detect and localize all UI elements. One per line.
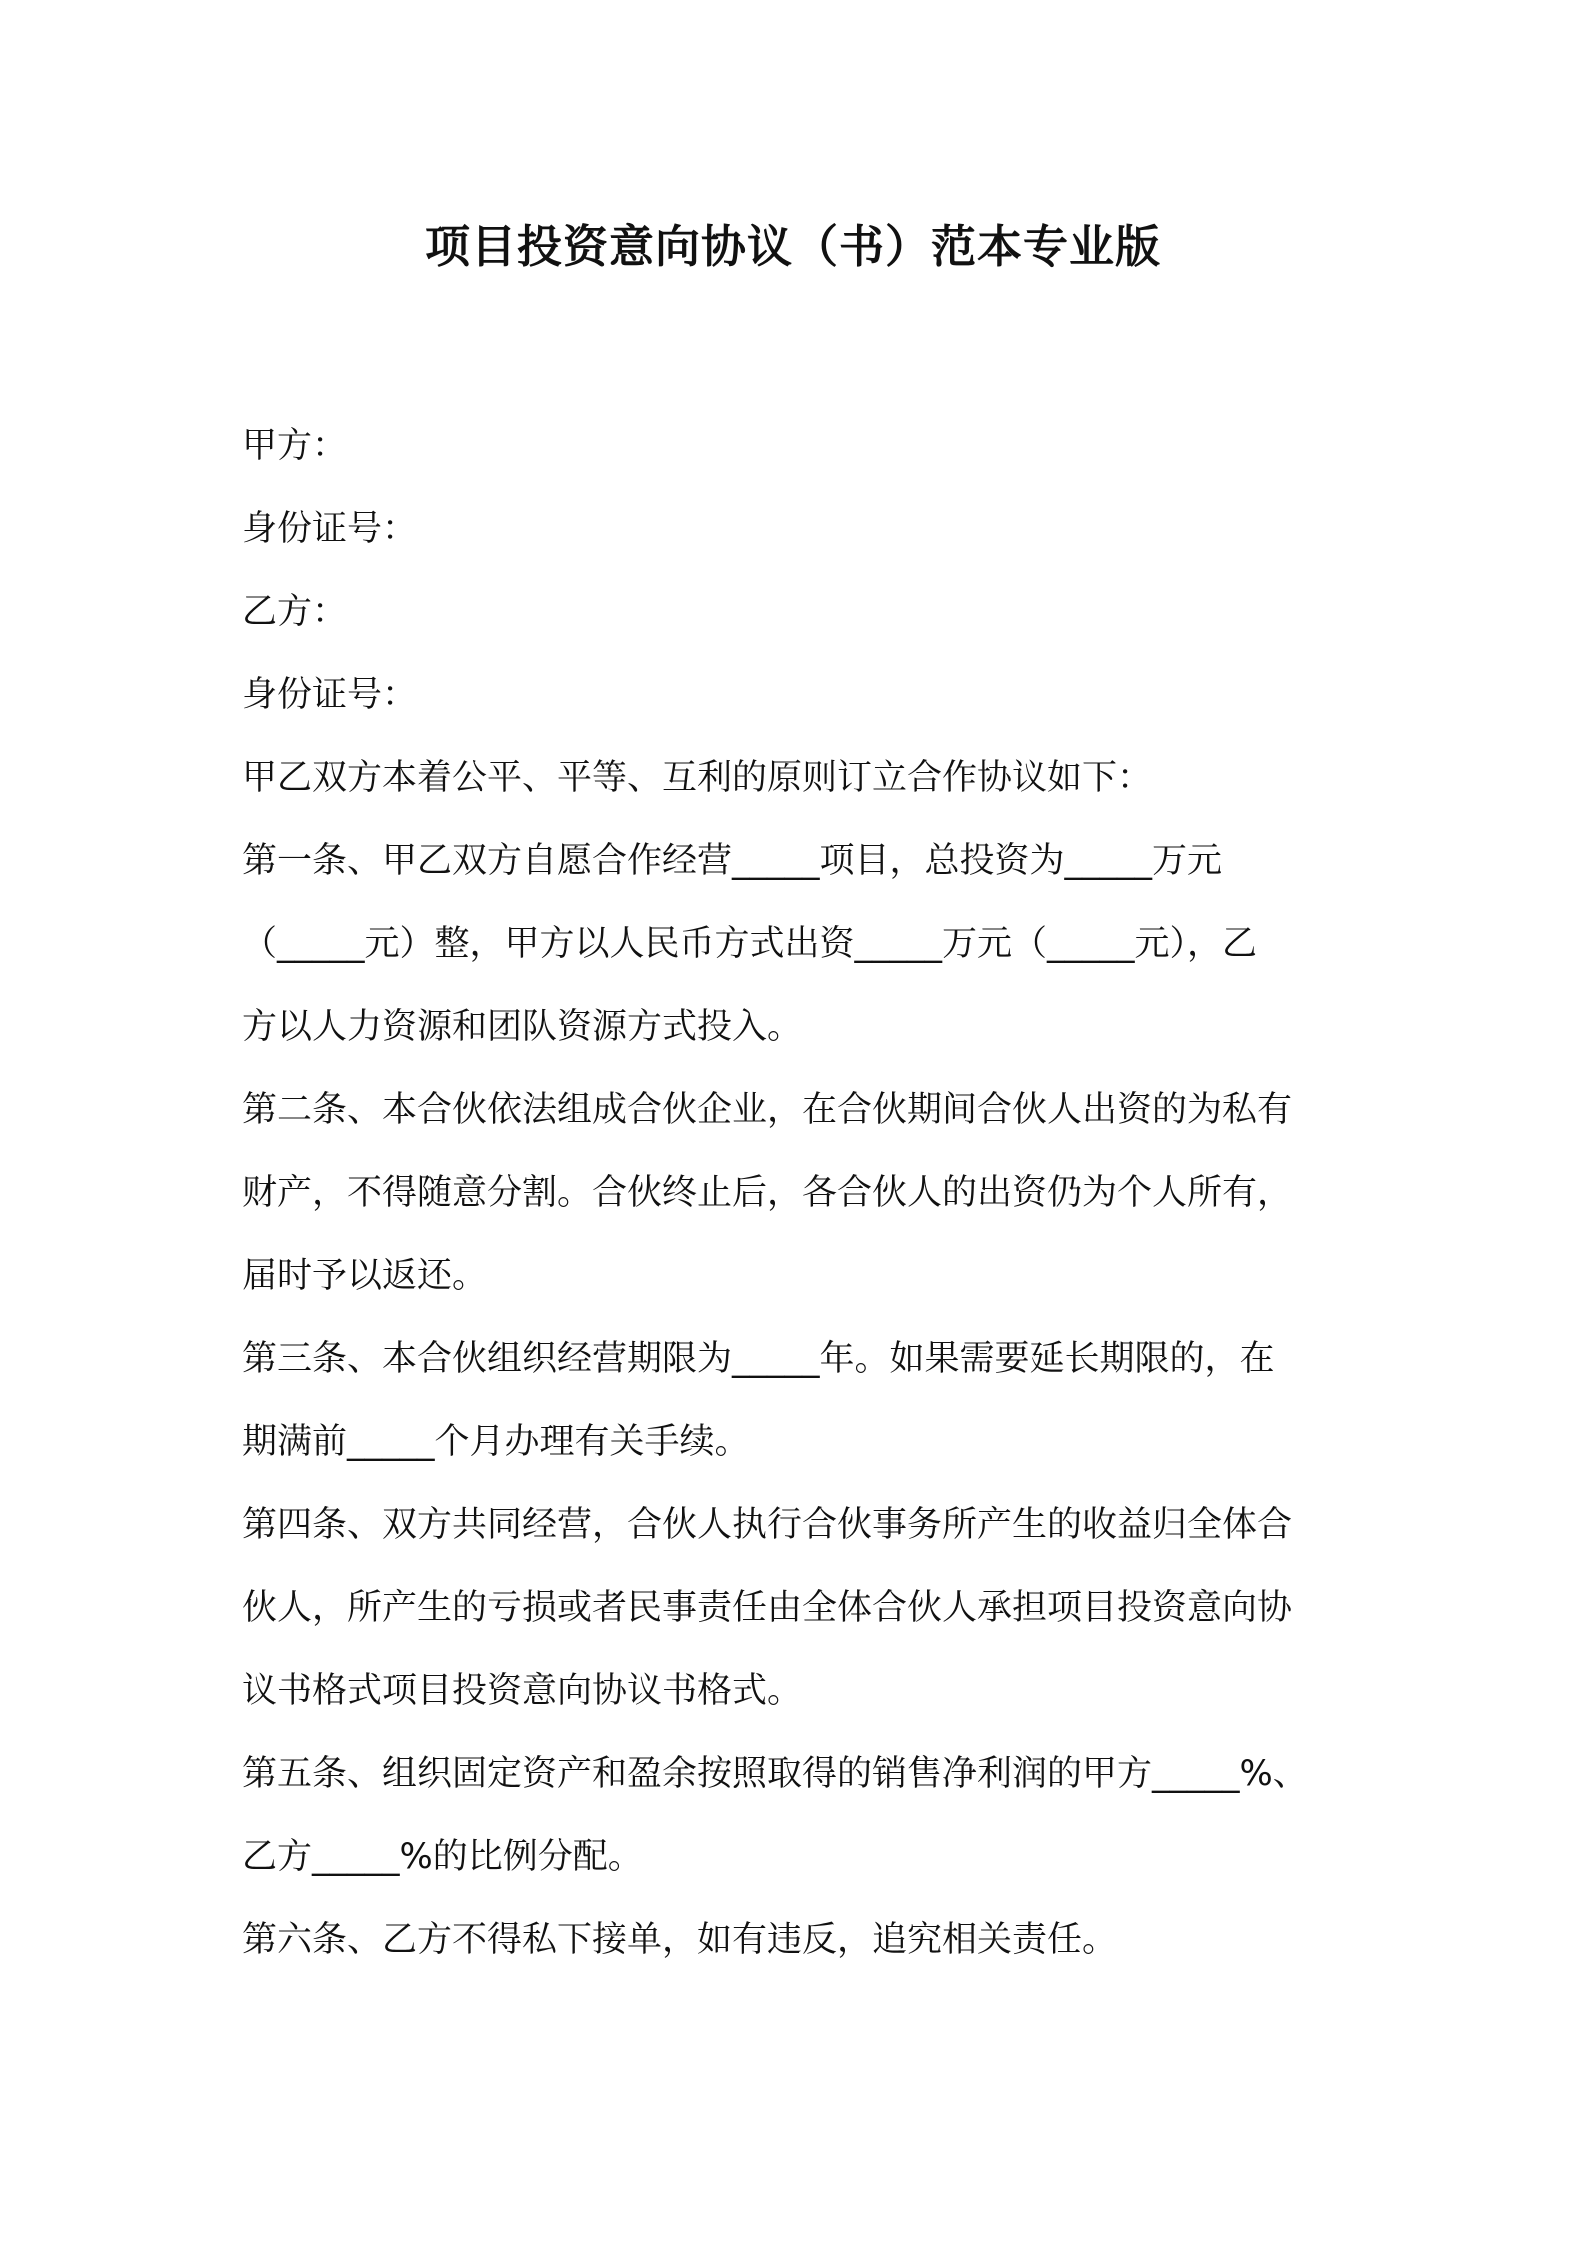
article-2-line-2: 财产，不得随意分割。合伙终止后，各合伙人的出资仍为个人所有， [242,1173,1293,1213]
document-body [242,405,1362,1982]
party-a-line: 甲方： [242,426,348,466]
preamble-line: 甲乙双方本着公平、平等、互利的原则订立合作协议如下： [242,758,1153,798]
article-1-line-1: 第一条、甲乙双方自愿合作经营_____项目，总投资为_____万元 [242,841,1223,881]
article-3-line-2: 期满前_____个月办理有关手续。 [242,1422,750,1462]
article-4-line-2: 伙人，所产生的亏损或者民事责任由全体合伙人承担项目投资意向协 [242,1588,1293,1628]
article-2-line-3: 届时予以返还。 [242,1256,488,1296]
article-5-line-2: 乙方_____%的比例分配。 [242,1837,643,1877]
party-a-id-line: 身份证号： [242,509,418,549]
article-3-line-1: 第三条、本合伙组织经营期限为_____年。如果需要延长期限的，在 [242,1339,1275,1379]
article-4-line-3: 议书格式项目投资意向协议书格式。 [242,1671,803,1711]
party-b-id-line: 身份证号： [242,675,418,715]
article-2-line-1: 第二条、本合伙依法组成合伙企业，在合伙期间合伙人出资的为私有 [242,1090,1293,1130]
document-title: 项目投资意向协议（书）范本专业版 [424,220,1161,273]
article-4-line-1: 第四条、双方共同经营，合伙人执行合伙事务所产生的收益归全体合 [242,1505,1293,1545]
article-1-line-2: （_____元）整，甲方以人民币方式出资_____万元（_____元），乙 [242,924,1258,964]
party-b-line: 乙方： [242,592,348,632]
article-5-line-1: 第五条、组织固定资产和盈余按照取得的销售净利润的甲方_____%、 [242,1754,1308,1794]
article-6-line-1: 第六条、乙方不得私下接单，如有违反，追究相关责任。 [242,1920,1118,1960]
article-1-line-3: 方以人力资源和团队资源方式投入。 [242,1007,803,1047]
